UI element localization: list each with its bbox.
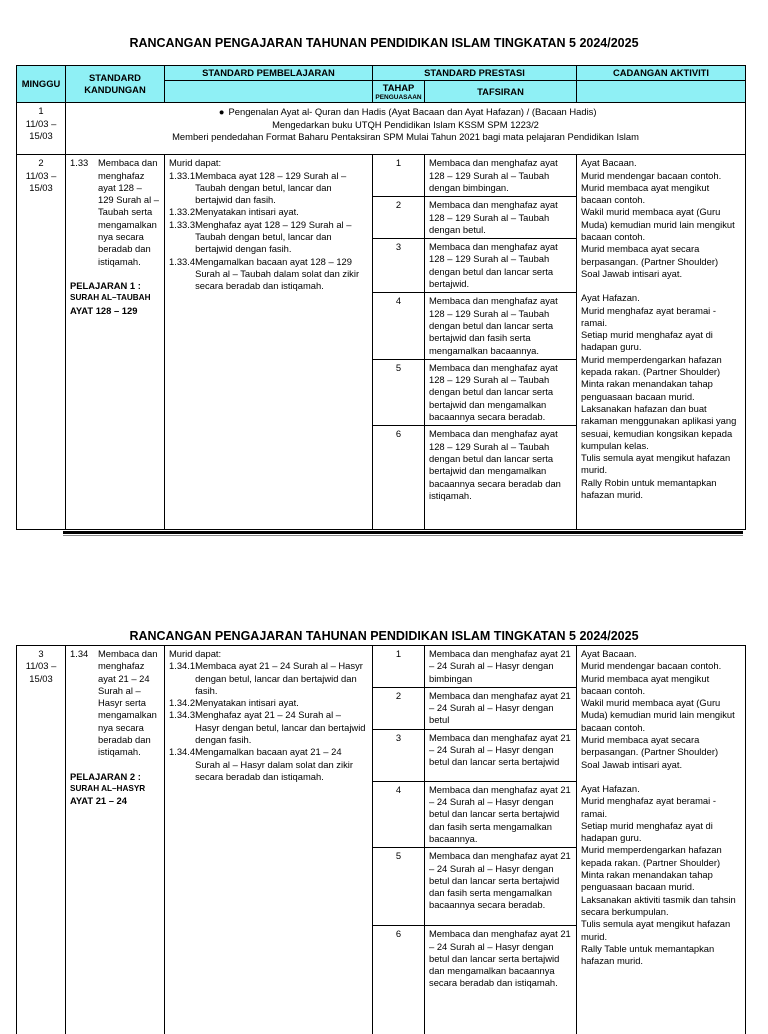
lesson-surah: SURAH AL–HASYR <box>70 783 146 793</box>
level-number: 5 <box>373 848 425 926</box>
header-empty-2 <box>577 81 746 103</box>
activity: Murid menghafaz ayat beramai - ramai. <box>581 795 716 819</box>
week-2-cell <box>17 155 66 530</box>
sp-item <box>169 709 368 746</box>
standard-kandungan-cell <box>66 646 165 1034</box>
activity: Murid mendengar bacaan contoh. <box>581 660 722 672</box>
intro-line-2: Mengedarkan buku UTQH Pendidikan Islam KSSM SPM 1223/2 <box>272 118 539 130</box>
lesson-surah: SURAH AL–TAUBAH <box>70 293 151 303</box>
activity: Murid mendengar bacaan contoh. <box>581 169 722 181</box>
sp-item <box>169 170 368 207</box>
week-dates: 11/03 – 15/03 <box>25 169 57 193</box>
header-standard-prestasi: STANDARD PRESTASI <box>373 66 577 81</box>
sp-number: 1.33.2 <box>169 206 196 218</box>
week-dates: 11/03 – 15/03 <box>25 117 57 141</box>
sp-intro: Murid dapat: <box>169 648 222 659</box>
level-text: Membaca dan menghafaz ayat 128 – 129 Surah al – Taubah dengan bimbingan. <box>425 155 577 197</box>
activity: Tulis semula ayat mengikut hafazan murid. <box>581 452 731 476</box>
activity: Ayat Hafazan. <box>581 782 640 794</box>
sk-text: Membaca dan menghafaz ayat 128 – 129 Surah al – Taubah serta mengamalkan nya secara beradab dan istiqamah. <box>98 157 159 267</box>
sp-text: Membaca ayat 128 – 129 Surah al – Taubah dengan betul, lancar dan bertajwid dan fasih. <box>195 169 347 206</box>
level-text: Membaca dan menghafaz ayat 21 – 24 Surah al – Hasyr dengan betul dan lancar serta bertajwid dan fasih serta mengamalkan bacaannya secara beradab. <box>425 848 577 926</box>
page-divider-shadow <box>63 535 743 536</box>
level-number: 4 <box>373 781 425 847</box>
activity: Wakil murid membaca ayat (Guru Muda) kemudian murid lain mengikut bacaan contoh. <box>581 697 735 733</box>
activity: Tulis semula ayat mengikut hafazan murid. <box>581 918 731 942</box>
standard-pembelajaran-cell <box>165 155 373 530</box>
sp-item <box>169 206 368 218</box>
sp-number: 1.34.2 <box>169 697 196 709</box>
sp-item <box>169 219 368 256</box>
intro-line-1-text: Pengenalan Ayat al- Quran dan Hadis (Ayat Bacaan dan Ayat Hafazan) / (Bacaan Hadis) <box>228 106 597 118</box>
page-title: RANCANGAN PENGAJARAN TAHUNAN PENDIDIKAN ISLAM TINGKATAN 5 2024/2025 <box>129 36 639 50</box>
activity: Laksanakan aktiviti tasmik dan tahsin secara berkumpulan. <box>581 893 736 917</box>
week-3-cell <box>17 646 66 1034</box>
activity-gap <box>581 771 741 783</box>
level-text: Membaca dan menghafaz ayat 128 – 129 Surah al – Taubah dengan betul dan lancar serta bertajwid dan mengamalkan bacaannya secara beradab. <box>425 359 577 425</box>
header-cadangan-aktiviti: CADANGAN AKTIVITI <box>577 66 746 81</box>
sp-number: 1.33.4 <box>169 255 196 267</box>
sp-number: 1.34.1 <box>169 660 196 672</box>
sp-text: Menyatakan intisari ayat. <box>195 697 299 709</box>
level-number: 2 <box>373 687 425 729</box>
week-number: 2 <box>38 157 44 169</box>
activities-cell <box>577 646 746 1034</box>
lesson-ayat: AYAT 128 – 129 <box>70 304 138 316</box>
week-1-cell <box>17 103 66 155</box>
sp-number: 1.33.1 <box>169 169 196 181</box>
bullet-icon: ● <box>218 106 225 118</box>
activity: Setiap murid menghafaz ayat di hadapan guru. <box>581 819 713 844</box>
activity: Minta rakan menandakan tahap penguasaan bacaan murid. <box>581 378 713 402</box>
sp-intro: Murid dapat: <box>169 157 222 169</box>
level-number: 6 <box>373 926 425 1034</box>
header-penguasaan-label: PENGUASAAN <box>375 94 422 102</box>
intro-line-1 <box>70 106 741 118</box>
page-divider <box>63 531 743 534</box>
activity: Ayat Bacaan. <box>581 648 637 659</box>
activity: Murid membaca ayat mengikut bacaan contoh. <box>581 672 710 696</box>
header-tahap <box>373 81 425 103</box>
level-number: 6 <box>373 426 425 530</box>
sp-text: Menghafaz ayat 128 – 129 Surah al – Taubah dengan betul, lancar dan bertajwid dengan fasih. <box>195 218 352 255</box>
activity-gap <box>581 280 741 292</box>
intro-line-3: Memberi pendedahan Format Baharu Pentaksiran SPM Mulai Tahun 2021 bagi mata pelajaran Pendidikan Islam <box>172 130 639 142</box>
activity: Soal Jawab intisari ayat. <box>581 758 683 770</box>
level-text: Membaca dan menghafaz ayat 128 – 129 Surah al – Taubah dengan betul dan lancar serta bertajwid dan mengamalkan bacaannya secara beradab dan istiqamah. <box>425 426 577 530</box>
sp-number: 1.34.4 <box>169 746 196 758</box>
activity: Murid membaca ayat secara berpasangan. (Partner Shoulder) <box>581 243 719 267</box>
level-text: Membaca dan menghafaz ayat 21 – 24 Surah al – Hasyr dengan betul dan lancar serta bertajwid dan fasih serta mengamalkan bacaannya. <box>425 781 577 847</box>
activity: Murid menghafaz ayat beramai - ramai. <box>581 304 716 328</box>
week-number: 3 <box>38 648 44 659</box>
activity: Murid memperdengarkan hafazan kepada rakan. (Partner Shoulder) <box>581 844 722 868</box>
sp-item <box>169 697 368 709</box>
standard-kandungan <box>70 648 160 759</box>
sk-text: Membaca dan menghafaz ayat 21 – 24 Surah al – Hasyr serta mengamalkan nya secara beradab dan istiqamah. <box>98 648 158 758</box>
sp-text: Menghafaz ayat 21 – 24 Surah al – Hasyr dengan betul, lancar dan bertajwid dengan fasih. <box>195 709 366 746</box>
level-text: Membaca dan menghafaz ayat 128 – 129 Surah al – Taubah dengan betul. <box>425 197 577 239</box>
week-number: 1 <box>38 105 44 117</box>
sp-text: Menyatakan intisari ayat. <box>195 206 299 218</box>
header-tahap-label: TAHAP <box>382 82 415 94</box>
sk-number: 1.34 <box>70 648 89 659</box>
activity: Wakil murid membaca ayat (Guru Muda) kemudian murid lain mengikut bacaan contoh. <box>581 206 735 243</box>
level-text: Membaca dan menghafaz ayat 21 – 24 Surah al – Hasyr dengan betul dan lancar serta bertajwid <box>425 729 577 781</box>
level-text: Membaca dan menghafaz ayat 21 – 24 Surah al – Hasyr dengan bimbingan <box>425 646 577 688</box>
activities-cell <box>577 155 746 530</box>
activity: Murid membaca ayat mengikut bacaan contoh. <box>581 181 710 206</box>
sp-item <box>169 256 368 293</box>
week-dates: 11/03 – 15/03 <box>25 660 57 684</box>
sp-text: Mengamalkan bacaan ayat 128 – 129 Surah al – Taubah dalam solat dan zikir secara beradab dan istiqamah. <box>195 255 360 292</box>
activity: Laksanakan hafazan dan buat rakaman menggunakan aplikasi yang sesuai, kemudian kongsikan kepada kumpulan kelas. <box>581 402 737 451</box>
level-number: 2 <box>373 197 425 239</box>
activity: Minta rakan menandakan tahap penguasaan bacaan murid. <box>581 869 713 893</box>
header-standard-kandungan: STANDARD KANDUNGAN <box>66 66 165 103</box>
sk-number: 1.33 <box>70 157 89 169</box>
level-number: 1 <box>373 646 425 688</box>
week-1-intro <box>66 103 746 155</box>
lesson-plan-table-2 <box>16 645 746 1034</box>
standard-kandungan-cell <box>66 155 165 530</box>
standard-pembelajaran-cell <box>165 646 373 1034</box>
level-text: Membaca dan menghafaz ayat 128 – 129 Surah al – Taubah dengan betul dan lancar serta bertajwid. <box>425 239 577 293</box>
level-number: 3 <box>373 729 425 781</box>
standard-kandungan <box>70 157 160 268</box>
level-number: 4 <box>373 293 425 359</box>
lesson-ayat: AYAT 21 – 24 <box>70 795 127 807</box>
sp-item <box>169 660 368 697</box>
lesson-plan-table <box>16 65 746 530</box>
level-text: Membaca dan menghafaz ayat 21 – 24 Surah al – Hasyr dengan betul <box>425 687 577 729</box>
sp-number: 1.34.3 <box>169 709 196 721</box>
level-text: Membaca dan menghafaz ayat 21 – 24 Surah al – Hasyr dengan betul dan lancar serta bertajwid dan mengamalkan bacaannya secara beradab dan istiqamah. <box>425 926 577 1034</box>
activity: Ayat Bacaan. <box>581 157 637 169</box>
header-standard-pembelajaran: STANDARD PEMBELAJARAN <box>165 66 373 81</box>
page-title-2: RANCANGAN PENGAJARAN TAHUNAN PENDIDIKAN ISLAM TINGKATAN 5 2024/2025 <box>129 629 639 643</box>
lesson-title: PELAJARAN 1 : <box>70 279 141 291</box>
header-empty <box>165 81 373 103</box>
activity: Murid memperdengarkan hafazan kepada rakan. (Partner Shoulder) <box>581 353 722 378</box>
lesson-title: PELAJARAN 2 : <box>70 770 141 782</box>
activity: Murid membaca ayat secara berpasangan. (Partner Shoulder) <box>581 734 719 758</box>
level-text: Membaca dan menghafaz ayat 128 – 129 Surah al – Taubah dengan betul dan lancar serta bertajwid dan fasih serta mengamalkan bacaannya. <box>425 293 577 359</box>
level-number: 3 <box>373 239 425 293</box>
header-tafsiran: TAFSIRAN <box>425 81 577 103</box>
activity: Ayat Hafazan. <box>581 292 640 304</box>
header-minggu: MINGGU <box>17 66 66 103</box>
level-number: 1 <box>373 155 425 197</box>
activity: Rally Table untuk memantapkan hafazan murid. <box>581 942 715 967</box>
activity: Rally Robin untuk memantapkan hafazan murid. <box>581 476 717 501</box>
activity: Setiap murid menghafaz ayat di hadapan guru. <box>581 329 713 353</box>
sp-item <box>169 746 368 783</box>
sp-number: 1.33.3 <box>169 218 196 230</box>
activity: Soal Jawab intisari ayat. <box>581 267 683 279</box>
sp-text: Mengamalkan bacaan ayat 21 – 24 Surah al – Hasyr dalam solat dan zikir secara beradab dan istiqamah. <box>195 746 353 782</box>
level-number: 5 <box>373 359 425 425</box>
sp-text: Membaca ayat 21 – 24 Surah al – Hasyr dengan betul, lancar dan bertajwid dan fasih. <box>195 660 363 696</box>
